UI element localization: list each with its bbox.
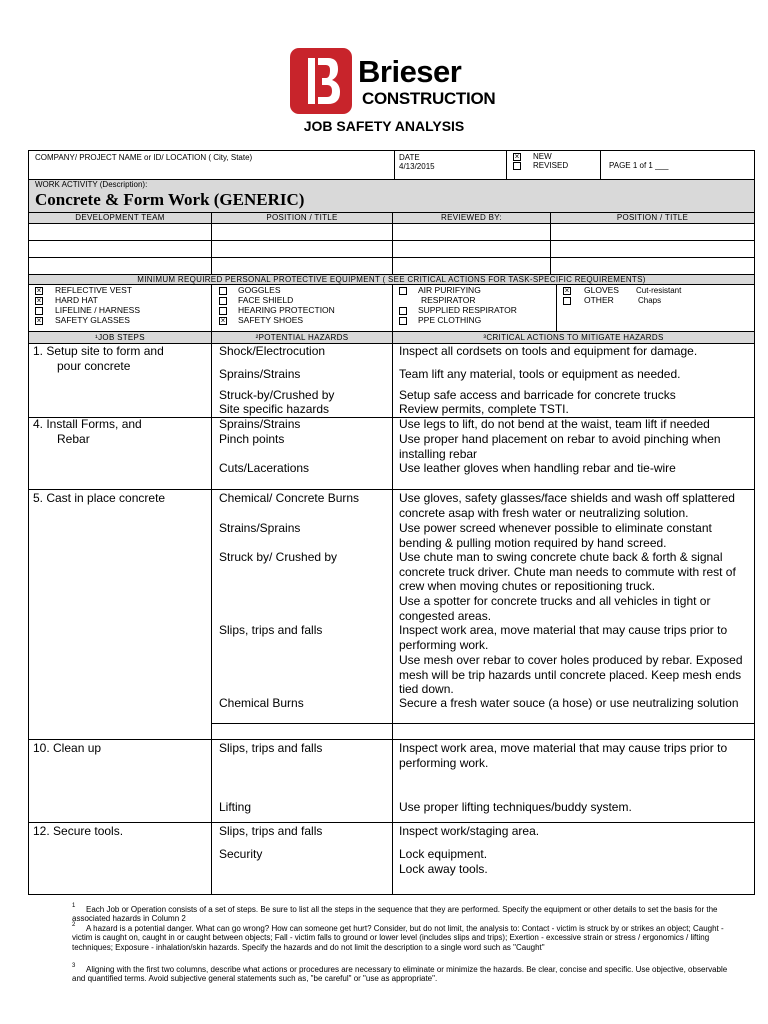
brand-name: Brieser: [358, 54, 462, 89]
hazard-item: Sprains/Strains: [219, 417, 301, 431]
gloves-checkbox[interactable]: ×: [564, 286, 570, 295]
hazard-item: Struck-by/Crushed by: [219, 388, 335, 402]
ppe-air-purifying: AIR PURIFYING: [418, 285, 481, 295]
lifeline-checkbox[interactable]: [35, 307, 43, 315]
footnote-marker-1: 1: [72, 903, 76, 909]
job-step-1: 1. Setup site to form and: [33, 344, 164, 358]
ppe-respirator: RESPIRATOR: [421, 295, 476, 305]
action-item: Secure a fresh water souce (a hose) or use neutralizing solution: [399, 696, 739, 710]
new-checkbox[interactable]: ×: [514, 152, 520, 161]
ppe-goggles: GOGGLES: [238, 285, 281, 295]
ppe-safety-shoes: SAFETY SHOES: [238, 315, 304, 325]
col-header-job-steps: ¹JOB STEPS: [95, 333, 145, 342]
action-item: Use leather gloves when handling rebar and tie-wire: [399, 461, 676, 475]
action-item: Inspect work area, move material that may cause trips prior to performing work.: [399, 623, 728, 652]
ppe-other: OTHER: [584, 295, 614, 305]
col-header-hazards: ²POTENTIAL HAZARDS: [255, 333, 349, 342]
revised-checkbox[interactable]: [513, 162, 521, 170]
hazard-item: Site specific hazards: [219, 402, 330, 416]
action-item: Use mesh over rebar to cover holes produced by rebar. Exposed mesh will be trip hazards until concrete placed. Keep mesh ends tied down.: [399, 653, 743, 697]
ppe-hard-hat: HARD HAT: [55, 295, 98, 305]
hazard-item: Slips, trips and falls: [219, 824, 323, 838]
action-item: Use chute man to swing concrete chute back & forth & signal concrete truck driver. Chute man needs to commute with rest of crew when moving chutes or repositioning truck.: [399, 550, 736, 594]
job-step-12: 12. Secure tools.: [33, 824, 124, 838]
date-label: DATE: [399, 153, 420, 162]
ppe-gloves-detail: Cut-resistant: [636, 286, 682, 295]
ppe-reflective-vest: REFLECTIVE VEST: [55, 285, 132, 295]
goggles-checkbox[interactable]: [219, 287, 227, 295]
action-item: Inspect work area, move material that may cause trips prior to performing work.: [399, 741, 728, 770]
job-step-4-cont: Rebar: [57, 432, 90, 446]
footnote-3: Aligning with the first two columns, describe what actions or procedures are necessary to eliminate or minimize the hazards. Be clear, concise and specific. Use objective, observable and quantified terms. Avoid subjective general statements such as, "be careful" or "use as appropriate".: [72, 965, 728, 984]
brieser-logo-icon: [290, 48, 352, 114]
hazard-item: Chemical/ Concrete Burns: [219, 491, 360, 505]
col-header-actions: ³CRITICAL ACTIONS TO MITIGATE HAZARDS: [483, 333, 664, 342]
action-item: Team lift any material, tools or equipment as needed.: [399, 367, 681, 381]
job-step-4: 4. Install Forms, and: [33, 417, 142, 431]
work-activity-value: Concrete & Form Work (GENERIC): [35, 190, 305, 209]
company-label: COMPANY/ PROJECT NAME or ID/ LOCATION ( City, State): [35, 153, 253, 162]
hazard-item: Shock/Electrocution: [219, 344, 326, 358]
safety-glasses-checkbox[interactable]: ×: [36, 316, 42, 325]
hazard-item: Pinch points: [219, 432, 285, 446]
team-header-reviewed: REVIEWED BY:: [441, 213, 502, 222]
hazard-item: Sprains/Strains: [219, 367, 301, 381]
action-item: Inspect work/staging area.: [399, 824, 540, 838]
hazard-item: Chemical Burns: [219, 696, 304, 710]
footnote-1: Each Job or Operation consists of a set of steps. Be sure to list all the steps in the sequence that they are performed. Specify the equipment or other details to set the basis for the associated hazards in Column 2: [72, 905, 718, 924]
new-label: NEW: [533, 152, 552, 161]
hazard-item: Security: [219, 847, 263, 861]
brand-subtitle: CONSTRUCTION: [362, 89, 496, 108]
ppe-clothing-checkbox[interactable]: [399, 317, 407, 325]
hazard-item: Cuts/Lacerations: [219, 461, 310, 475]
safety-shoes-checkbox[interactable]: ×: [220, 316, 226, 325]
hazard-item: Strains/Sprains: [219, 521, 301, 535]
ppe-safety-glasses: SAFETY GLASSES: [55, 315, 130, 325]
ppe-header: MINIMUM REQUIRED PERSONAL PROTECTIVE EQUIPMENT ( SEE CRITICAL ACTIONS FOR TASK-SPECIFIC REQUIREMENTS): [137, 275, 646, 284]
work-activity-label: WORK ACTIVITY (Description):: [35, 180, 148, 189]
hard-hat-checkbox[interactable]: ×: [36, 296, 42, 305]
job-step-5: 5. Cast in place concrete: [33, 491, 166, 505]
footnote-marker-2: 2: [72, 922, 76, 928]
ppe-face-shield: FACE SHIELD: [238, 295, 294, 305]
team-header-position-2: POSITION / TITLE: [616, 213, 689, 222]
ppe-hearing-protection: HEARING PROTECTION: [238, 305, 335, 315]
job-step-1-cont: pour concrete: [57, 359, 131, 373]
hazard-item: Slips, trips and falls: [219, 623, 323, 637]
ppe-supplied-respirator: SUPPLIED RESPIRATOR: [418, 305, 517, 315]
action-item: Use legs to lift, do not bend at the waist, team lift if needed: [399, 417, 710, 431]
hazard-item: Lifting: [219, 800, 252, 814]
team-header-development: DEVELOPMENT TEAM: [75, 213, 165, 222]
air-purifying-checkbox[interactable]: [399, 287, 407, 295]
team-header-position: POSITION / TITLE: [266, 213, 338, 222]
supplied-respirator-checkbox[interactable]: [399, 307, 407, 315]
hazard-item: Slips, trips and falls: [219, 741, 323, 755]
footnote-marker-3: 3: [72, 963, 76, 969]
hearing-protection-checkbox[interactable]: [219, 307, 227, 315]
action-item: Use proper hand placement on rebar to avoid pinching when installing rebar: [399, 432, 721, 461]
page-title: JOB SAFETY ANALYSIS: [303, 118, 465, 134]
hazard-item: Struck by/ Crushed by: [219, 550, 338, 564]
face-shield-checkbox[interactable]: [219, 297, 227, 305]
action-item: Use proper lifting techniques/buddy system.: [399, 800, 632, 814]
action-item: Lock away tools.: [399, 862, 488, 876]
action-item: Use a spotter for concrete trucks and all vehicles in tight or congested areas.: [399, 594, 711, 623]
action-item: Review permits, complete TSTI.: [399, 402, 569, 416]
ppe-gloves: GLOVES: [584, 285, 619, 295]
page-label: PAGE 1 of 1 ___: [609, 161, 669, 170]
other-checkbox[interactable]: [563, 297, 571, 305]
action-item: Use power screed whenever possible to eliminate constant bending & pulling motion required by hand screed.: [399, 521, 712, 550]
date-value: 4/13/2015: [399, 162, 435, 171]
action-item: Setup safe access and barricade for concrete trucks: [399, 388, 676, 402]
action-item: Lock equipment.: [399, 847, 488, 861]
footnote-2: A hazard is a potential danger. What can go wrong? How can someone get hurt? Consider, but do not limit, the analysis to: Contact - victim is struck by or strikes an object; Caught - victim is caught on, caught in or caught between objects; Fall - victim falls to ground or lower level (includes slips and trips); Exertion - excessive strain or stress / ergonomics / lifting techniques; Exposure - inhalation/skin hazards. Specify the hazards and do not limit the description to a single word such as "Caught": [72, 924, 724, 952]
ppe-lifeline: LIFELINE / HARNESS: [55, 305, 141, 315]
ppe-other-detail: Chaps: [638, 296, 662, 305]
action-item: Inspect all cordsets on tools and equipment for damage.: [399, 344, 698, 358]
action-item: Use gloves, safety glasses/face shields and wash off splattered concrete asap with fresh water or neutralizing solution.: [399, 491, 735, 520]
revised-label: REVISED: [533, 161, 569, 170]
job-step-10: 10. Clean up: [33, 741, 102, 755]
ppe-clothing: PPE CLOTHING: [418, 315, 482, 325]
reflective-vest-checkbox[interactable]: ×: [36, 286, 42, 295]
